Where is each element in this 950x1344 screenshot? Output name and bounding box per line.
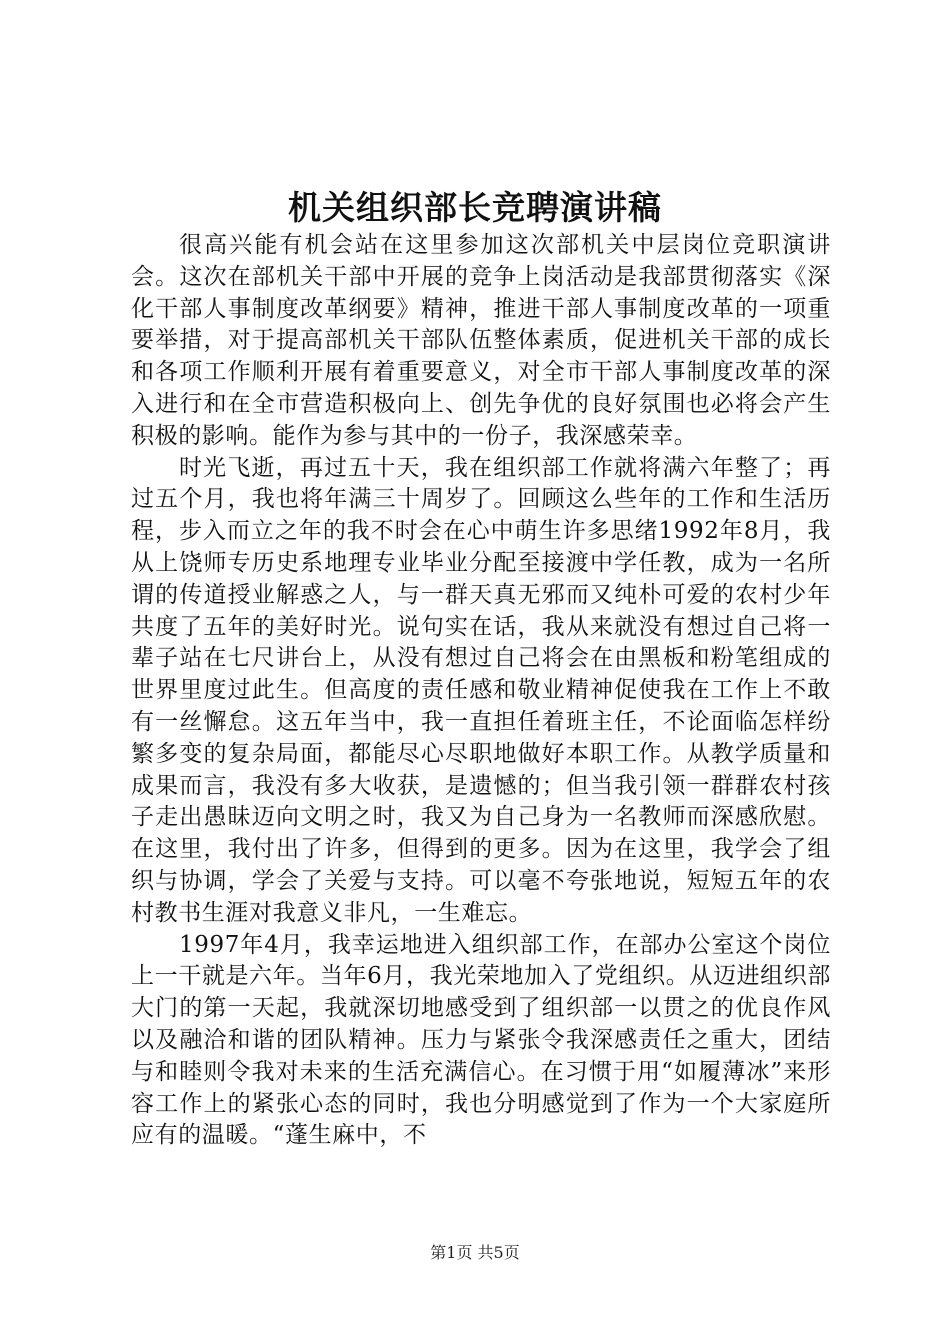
paragraph-intro: 很高兴能有机会站在这里参加这次部机关中层岗位竞职演讲会。这次在部机关干部中开展的竞争上岗活动是我部贯彻落实《深化干部人事制度改革纲要》精神，推进干部人事制度改革的一项重要举措，对于提高部机关干部队伍整体素质，促进机关干部的成长和各项工作顺利开展有着重要意义，对全市干部人事制度改革的深入进行和在全市营造积极向上、创先争优的良好氛围也必将会产生积极的影响。能作为参与其中的一份子，我深感荣幸。 [131, 232, 831, 449]
paragraph-organization-work: 1997年4月，我幸运地进入组织部工作，在部办公室这个岗位上一干就是六年。当年6月，我光荣地加入了党组织。从迈进组织部大门的第一天起，我就深切地感受到了组织部一以贯之的优良作风以及融洽和谐的团队精神。压力与紧张令我深感责任之重大，团结与和睦则令我对未来的生活充满信心。在习惯于用“如履薄冰”来形容工作上的紧张心态的同时，我也分明感觉到了作为一个大家庭所应有的温暖。“蓬生麻中，不 [131, 931, 831, 1149]
paragraph-teaching-career: 时光飞逝，再过五十天，我在组织部工作就将满六年整了；再过五个月，我也将年满三十周岁了。回顾这么些年的工作和生活历程，步入而立之年的我不时会在心中萌生许多思绪1992年8月，我从上饶师专历史系地理专业毕业分配至接渡中学任教，成为一名所谓的传道授业解惑之人，与一群天真无邪而又纯朴可爱的农村少年共度了五年的美好时光。说句实在话，我从来就没有想过自己将一辈子站在七尺讲台上，从没有想过自己将会在由黑板和粉笔组成的世界里度过此生。但高度的责任感和敬业精神促使我在工作上不敢有一丝懈怠。这五年当中，我一直担任着班主任，不论面临怎样纷繁多变的复杂局面，都能尽心尽职地做好本职工作。从教学质量和成果而言，我没有多大收获，是遗憾的；但当我引领一群群农村孩子走出愚昧迈向文明之时，我又为自己身为一名教师而深感欣慰。在这里，我付出了许多，但得到的更多。因为在这里，我学会了组织与协调，学会了关爱与支持。可以毫不夸张地说，短短五年的农村教书生涯对我意义非凡，一生难忘。 [131, 454, 831, 926]
document-body [131, 230, 831, 1152]
page-number-footer: 第1页 共5页 [430, 1243, 520, 1262]
page-title: 机关组织部长竞聘演讲稿 [288, 188, 662, 227]
